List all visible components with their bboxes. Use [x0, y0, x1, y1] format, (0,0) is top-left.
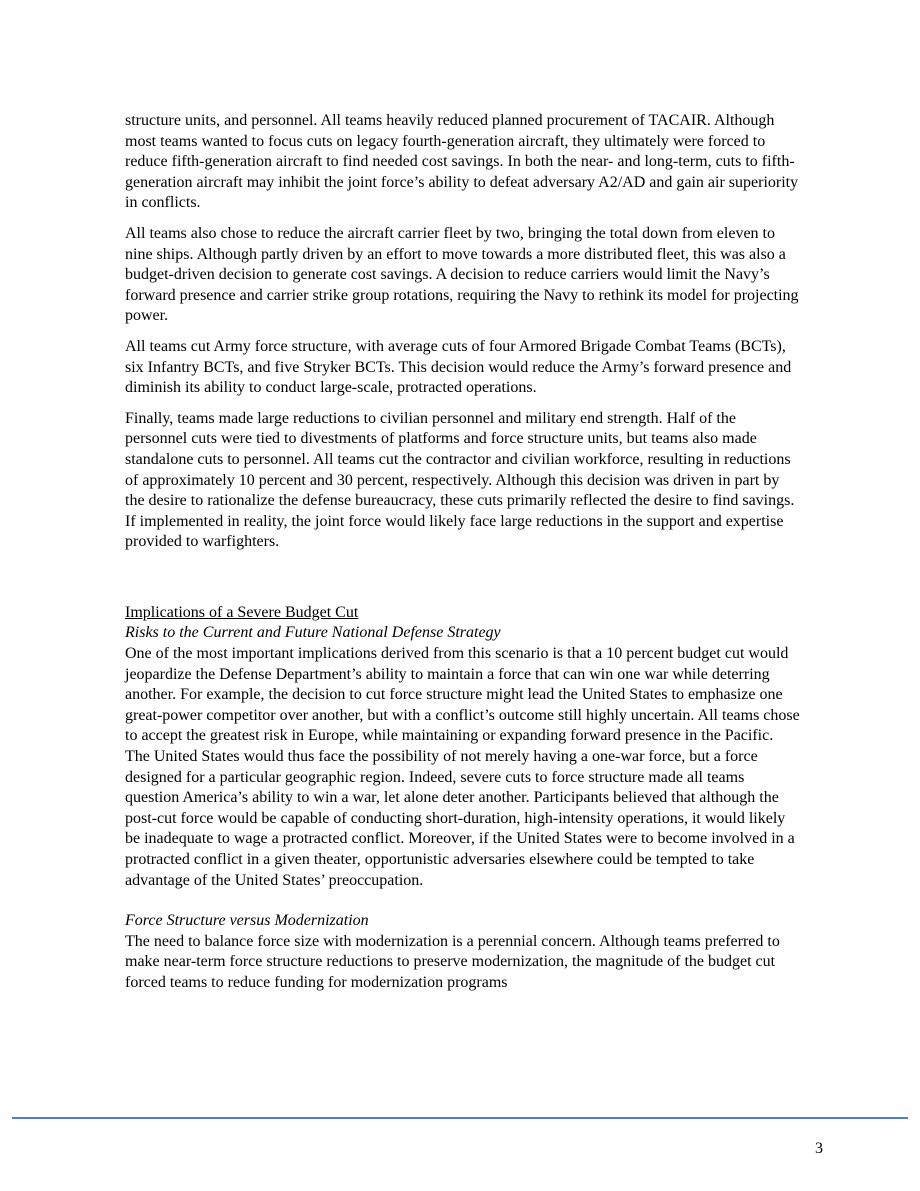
- subsection-title-risks: Risks to the Current and Future National Defense Strategy: [125, 624, 501, 642]
- subsection-text-force-structure: The need to balance force size with modernization is a perennial concern. Although teams preferred to make near-term force structure reductions to preserve modernization, the magnitude of the budget cut forced teams to reduce funding for modernization programs: [125, 932, 780, 991]
- subsection-text-risks: One of the most important implications derived from this scenario is that a 10 percent budget cut would jeopardize the Defense Department’s ability to maintain a force that can win one war while deterring another. For example, the decision to cut force structure might lead the United States to emphasize one great-power competitor over another, but with a conflict’s outcome still highly uncertain. All teams chose to accept the greatest risk in Europe, while maintaining or expanding forward presence in the Pacific. The United States would thus face the possibility of not merely having a one-war force, but a force designed for a particular geographic region. Indeed, severe cuts to force structure made all teams question America’s ability to win a war, let alone deter another. Participants believed that although the post-cut force would be capable of conducting short-duration, high-intensity operations, it would likely be inadequate to wage a protracted conflict. Moreover, if the United States were to become involved in a protracted conflict in a given theater, opportunistic adversaries elsewhere could be tempted to take advantage of the United States’ preoccupation.: [125, 645, 800, 889]
- body-paragraph-3: All teams cut Army force structure, with average cuts of four Armored Brigade Combat Teams (BCTs), six Infantry BCTs, and five Stryker BCTs. This decision would reduce the Army’s forward presence and diminish its ability to conduct large-scale, protracted operations.: [125, 337, 792, 397]
- subsection-title-force-structure: Force Structure versus Modernization: [125, 912, 369, 930]
- document-body: [125, 111, 801, 994]
- body-paragraph-4: Finally, teams made large reductions to civilian personnel and military end strength. Half of the personnel cuts were tied to divestments of platforms and force structure units, but teams also made standalone cuts to personnel. All teams cut the contractor and civilian workforce, resulting in reductions of approximately 10 percent and 30 percent, respectively. Although this decision was driven in part by the desire to rationalize the defense bureaucracy, these cuts primarily reflected the desire to find savings. If implemented in reality, the joint force would likely face large reductions in the support and expertise provided to warfighters.: [125, 409, 795, 551]
- footer-rule: [12, 1117, 908, 1119]
- section-implications: [125, 603, 801, 994]
- subsection-gap: [125, 891, 801, 911]
- body-paragraph-1: structure units, and personnel. All teams heavily reduced planned procurement of TACAIR. Although most teams wanted to focus cuts on legacy fourth-generation aircraft, they ultimately were forced to reduce fifth-generation aircraft to find needed cost savings. In both the near- and long-term, cuts to fifth-generation aircraft may inhibit the joint force’s ability to defeat adversary A2/AD and gain air superiority in conflicts.: [125, 112, 799, 212]
- body-paragraph-2: All teams also chose to reduce the aircraft carrier fleet by two, bringing the total down from eleven to nine ships. Although partly driven by an effort to move towards a more distributed fleet, this was also a budget-driven decision to generate cost savings. A decision to reduce carriers would limit the Navy’s forward presence and carrier strike group rotations, requiring the Navy to rethink its model for projecting power.: [125, 224, 799, 325]
- section-spacer: [125, 563, 801, 603]
- section-heading: Implications of a Severe Budget Cut: [125, 603, 359, 621]
- page-number: 3: [815, 1140, 823, 1157]
